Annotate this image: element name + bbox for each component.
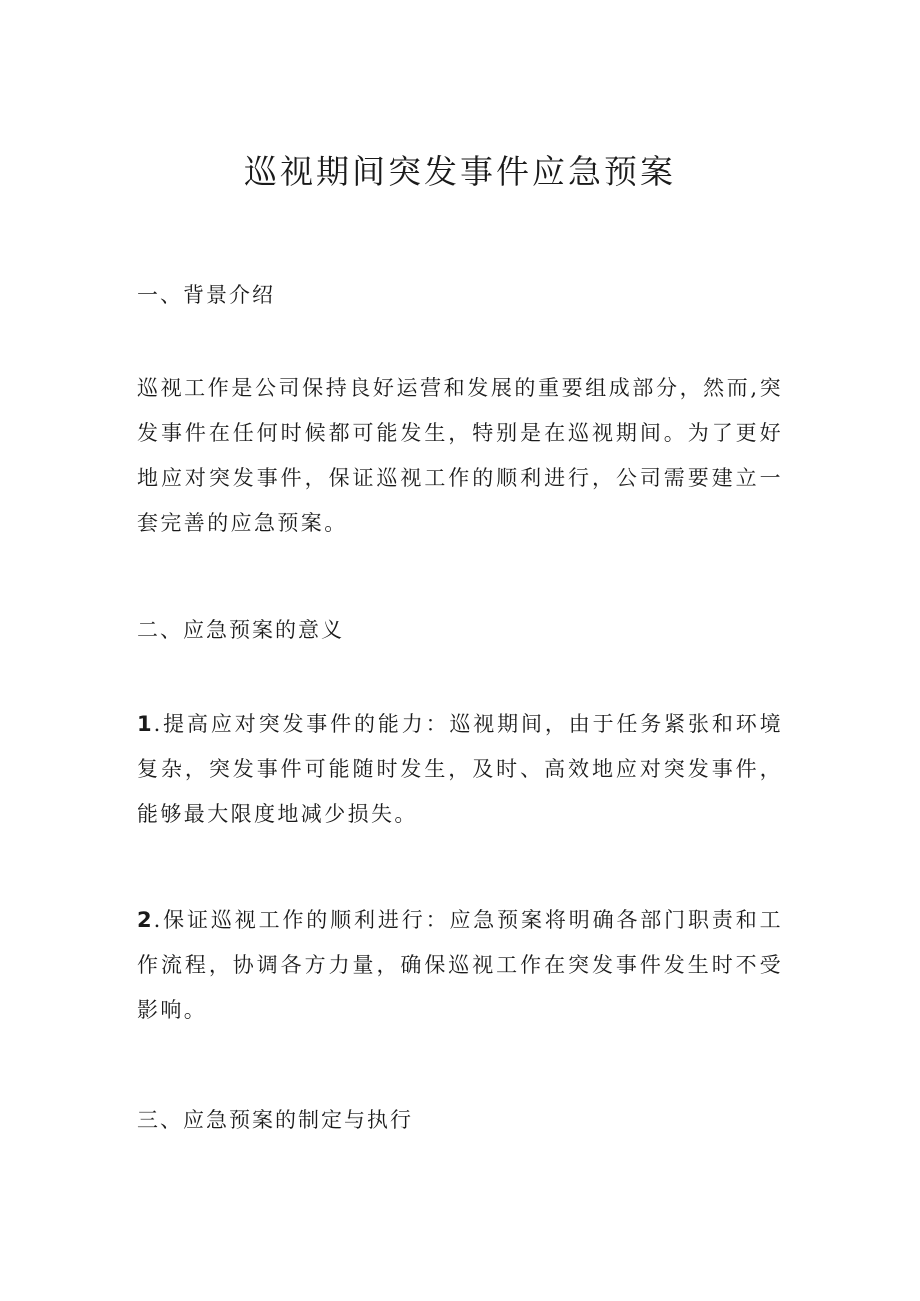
- list-item-1-text: .提高应对突发事件的能力：巡视期间，由于任务紧张和环境复杂，突发事件可能随时发生，及时、高效地应对突发事件，能够最大限度地减少损失。: [137, 712, 783, 826]
- section-heading-formulation: 三、应急预案的制定与执行: [137, 1108, 413, 1132]
- list-item-2: [137, 898, 783, 1033]
- document-title: 巡视期间突发事件应急预案: [244, 152, 676, 191]
- section-heading-background: 一、背景介绍: [137, 283, 275, 307]
- list-item-2-text: .保证巡视工作的顺利进行：应急预案将明确各部门职责和工作流程，协调各方力量，确保巡视工作在突发事件发生时不受影响。: [137, 908, 783, 1022]
- list-item-1-number: 1: [137, 712, 152, 736]
- list-item-2-number: 2: [137, 908, 152, 932]
- section-heading-significance: 二、应急预案的意义: [137, 618, 344, 642]
- list-item-1: [137, 702, 783, 837]
- background-paragraph: 巡视工作是公司保持良好运营和发展的重要组成部分，然而,突发事件在任何时候都可能发生，特别是在巡视期间。为了更好地应对突发事件，保证巡视工作的顺利进行，公司需要建立一套完善的应急预案。: [137, 376, 783, 535]
